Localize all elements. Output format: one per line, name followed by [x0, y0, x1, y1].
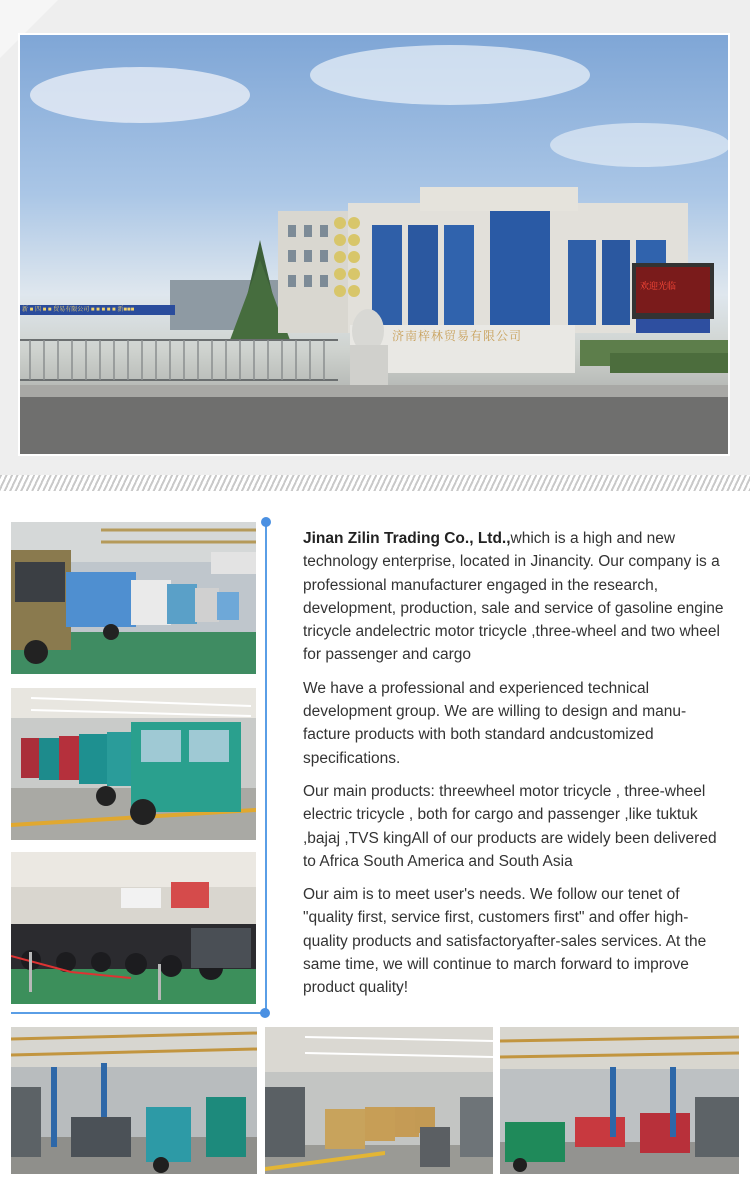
- factory-building-photo: [18, 33, 730, 456]
- tricycle-production-line-photo: [11, 688, 256, 840]
- motorcycle-assembly-photo: [11, 852, 256, 1004]
- about-paragraph-4: Our aim is to meet user's needs. We follow our tenet of "quality first, service first, customers first" and offer high-quality products and satisfactoryafter-sales services. At the same time, we will continue to march forward to improve product quality!: [303, 886, 707, 997]
- assembly-line-photo-2: [265, 1027, 493, 1174]
- factory-showroom-photo: [11, 522, 256, 674]
- timeline-dot-top: [261, 517, 271, 527]
- led-board-text: 欢迎光临: [640, 281, 677, 291]
- company-sign-text: 济南梓林贸易有限公司: [392, 329, 523, 343]
- hero-section: [0, 0, 750, 475]
- company-name: Jinan Zilin Trading Co., Ltd.,: [303, 530, 511, 547]
- timeline-horizontal-line: [11, 1012, 267, 1014]
- about-paragraph-1-text: which is a high and new technology enterprise, located in Jinancity. Our company is a professional manufacturer engaged in the research, development, production, sale and service of gasoline engine tricycle andelectric motor tricycle ,three-wheel and two wheel for passenger and cargo: [303, 530, 724, 664]
- banner-text: 新 ■ 四 ■ ■ 贸易有限公司 ■ ■ ■ ■ ■ 新■■■: [22, 307, 135, 313]
- about-paragraph-1: [303, 527, 728, 667]
- assembly-line-photo-1: [11, 1027, 257, 1174]
- timeline-vertical-line: [265, 522, 267, 1014]
- assembly-line-photo-3: [500, 1027, 739, 1174]
- timeline-dot-bottom: [260, 1008, 270, 1018]
- about-paragraph-2: We have a professional and experienced technical development group. We are willing to design and manu-facture products with both standard andcustomized specifications.: [303, 679, 687, 767]
- about-text: [303, 527, 728, 1010]
- about-paragraph-3: Our main products: threewheel motor tricycle , three-wheel electric tricycle , both for cargo and passenger ,like tuktuk ,bajaj ,TVS kingAll of our products are widely been delivered to Africa South America and South Asia: [303, 782, 717, 870]
- hatched-divider: [0, 475, 750, 491]
